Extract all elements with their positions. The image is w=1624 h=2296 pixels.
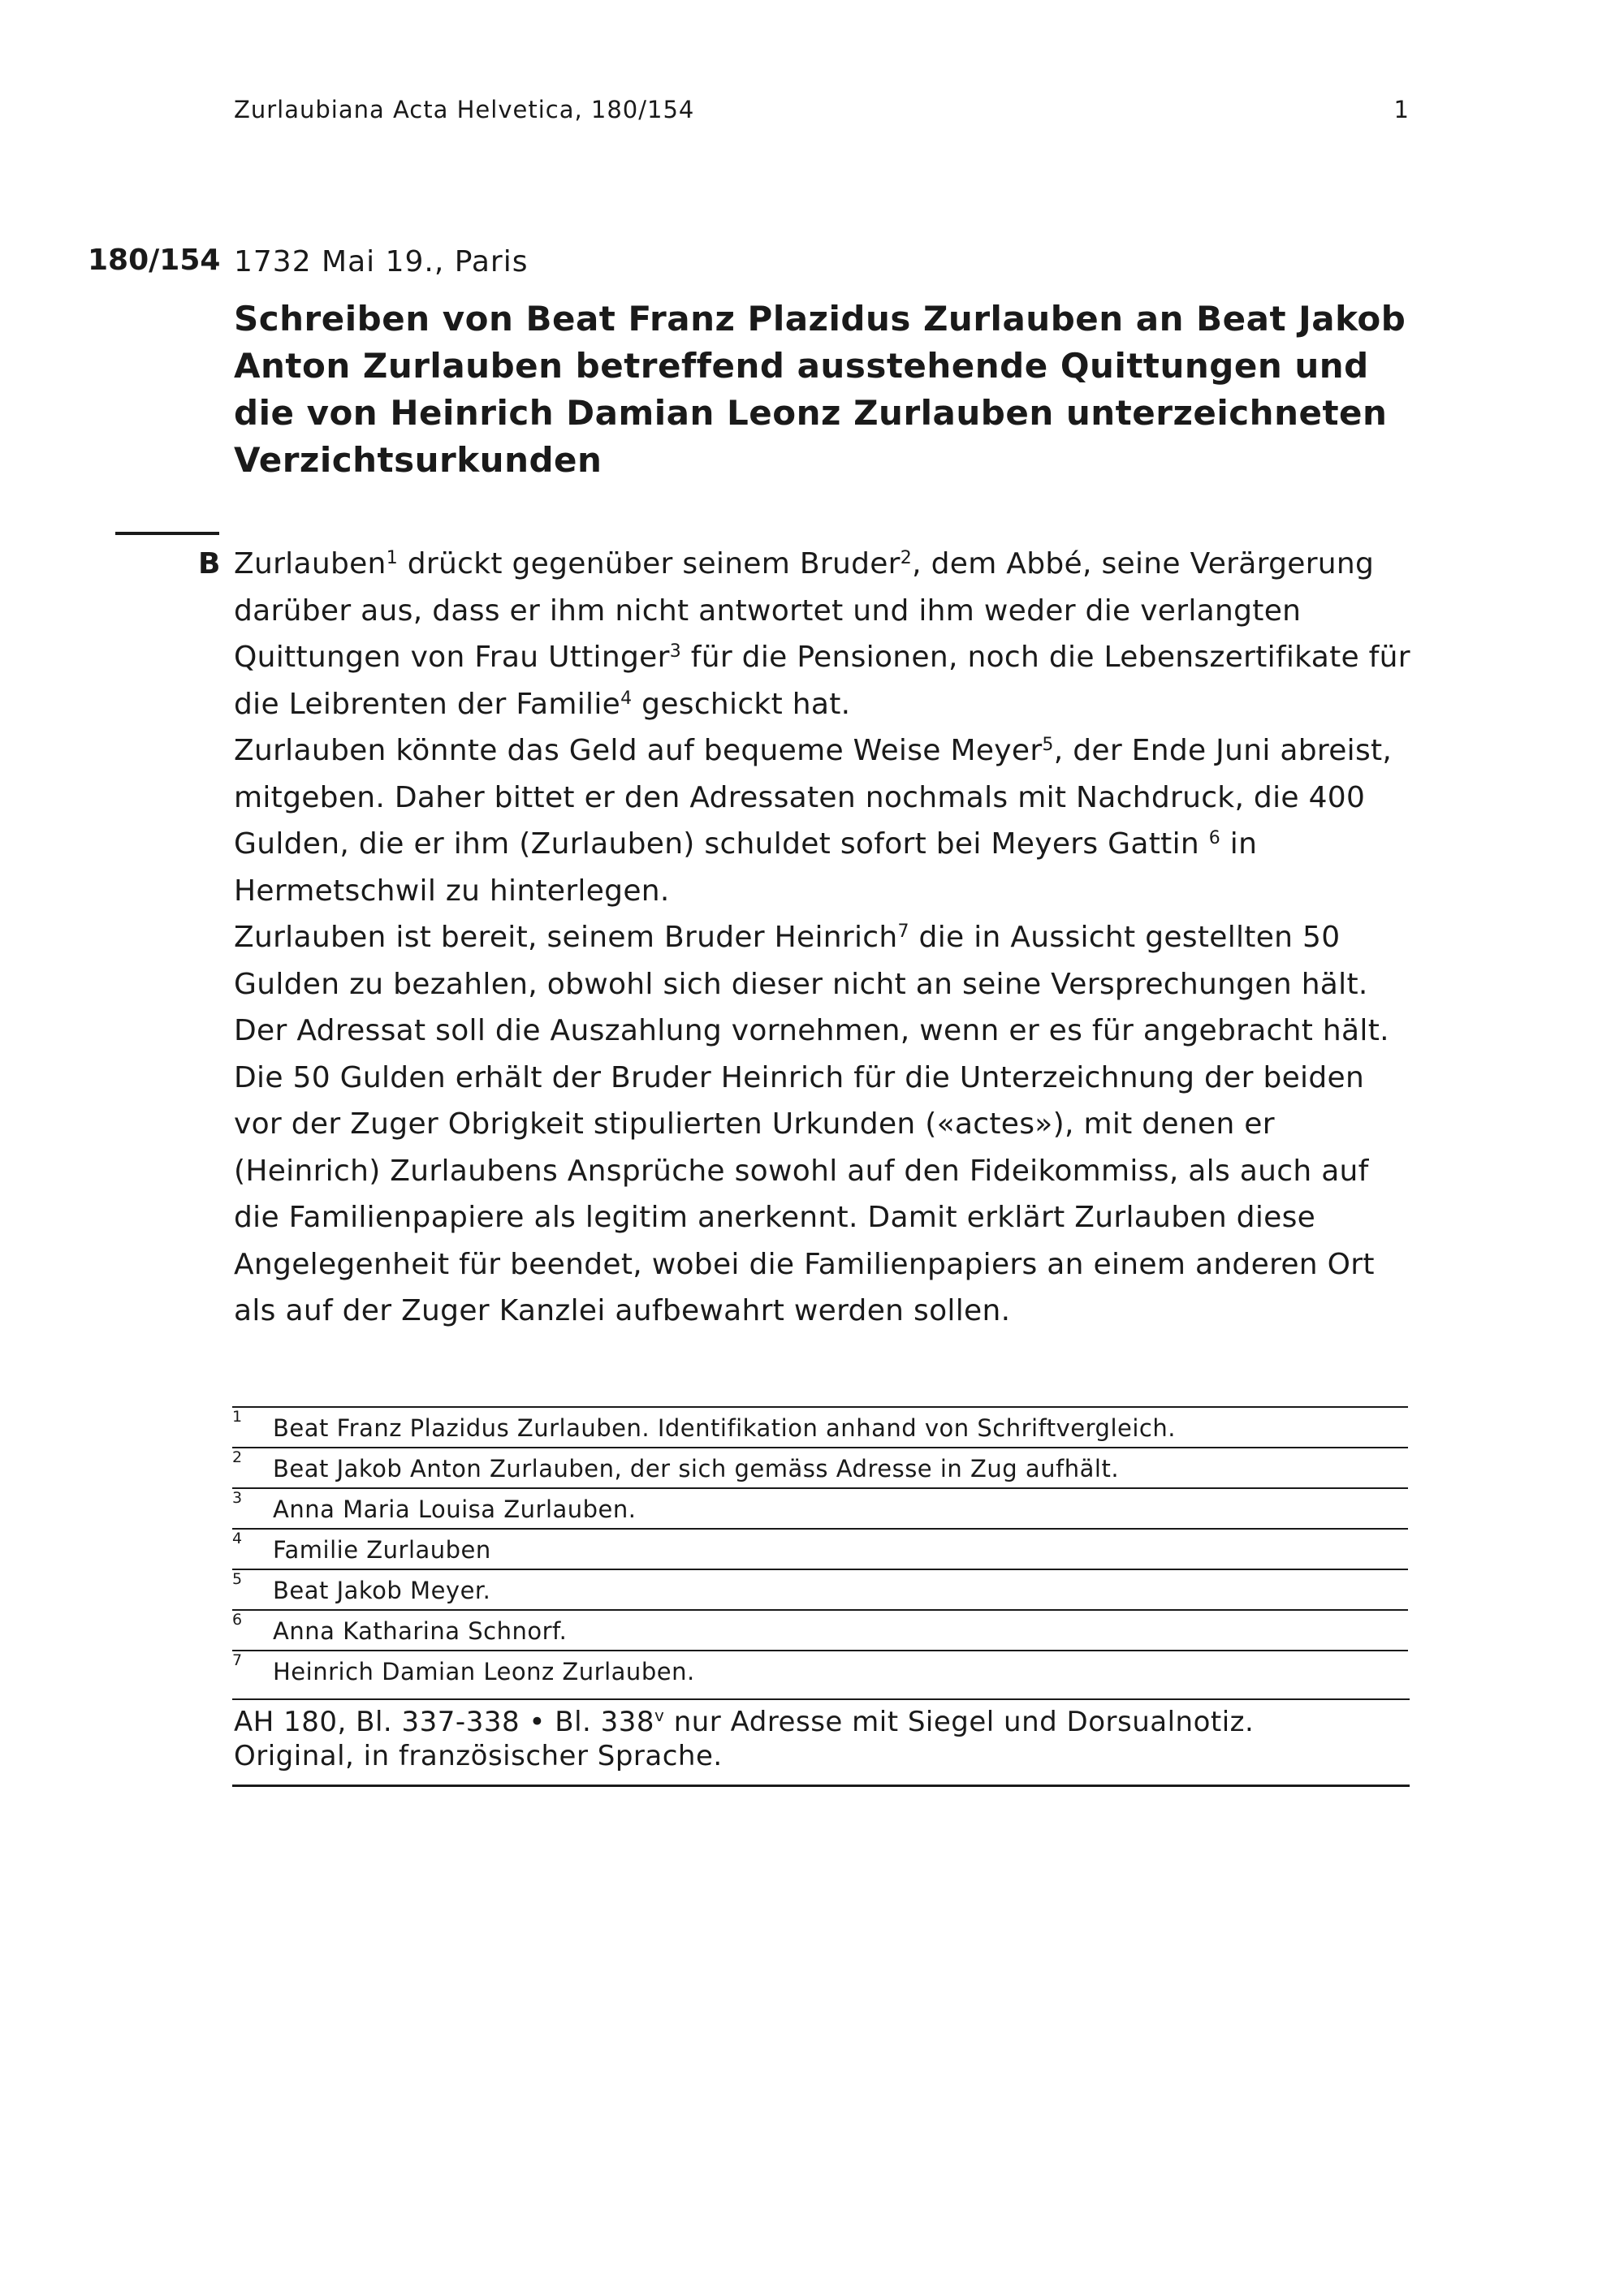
source-line-2: Original, in französischer Sprache. xyxy=(234,1740,723,1772)
footnotes xyxy=(232,1406,1408,1690)
footnote xyxy=(232,1651,1408,1690)
footnote-ref-2: 2 xyxy=(900,548,913,568)
footnote-number: 7 xyxy=(232,1651,243,1669)
margin-letter: B xyxy=(198,547,221,580)
footnote xyxy=(232,1570,1408,1611)
verso-mark: v xyxy=(654,1706,665,1725)
source-note xyxy=(232,1698,1410,1787)
page-number: 1 xyxy=(1393,96,1410,123)
footnote-text: Anna Katharina Schnorf. xyxy=(273,1617,568,1645)
footnote-text: Heinrich Damian Leonz Zurlauben. xyxy=(273,1658,695,1685)
footnote-number: 3 xyxy=(232,1489,243,1507)
date-place: 1732 Mai 19., Paris xyxy=(234,245,529,278)
source-line-1: AH 180, Bl. 337-338 • Bl. 338$^v$ nur Adresse mit Siegel und Dorsualnotiz. xyxy=(234,1706,1255,1738)
summary xyxy=(234,541,1419,1335)
summary-paragraph-3: Zurlauben ist bereit, seinem Bruder Heinrich$^7$ die in Aussicht gestellten 50 Gulden zu bezahlen, obwohl sich dieser nicht an seine Versprechungen hält. Der Adressat soll die Auszahlung vornehmen, wenn er es für angebracht hält. Die 50 Gulden erhält der Bruder Heinrich für die Unterzeichnung der beiden vor der Zuger Obrigkeit stipulierten Urkunden («actes»), mit denen er (Heinrich) Zurlaubens Ansprüche sowohl auf den Fideikommiss, als auch auf die Familienpapiere als legitim anerkennt. Damit erklärt Zurlauben diese Angelegenheit für beendet, wobei die Familienpapiers an einem anderen Ort als auf der Zuger Kanzlei aufbewahrt werden sollen. xyxy=(234,921,1389,1327)
footnote-ref-1: 1 xyxy=(386,548,398,568)
margin-rule xyxy=(115,532,219,535)
footnote-ref-5: 5 xyxy=(1042,735,1054,755)
footnote-ref-3: 3 xyxy=(669,641,681,662)
footnote-number: 6 xyxy=(232,1611,243,1629)
footnote xyxy=(232,1408,1408,1448)
footnote-text: Beat Jakob Anton Zurlauben, der sich gemäss Adresse in Zug aufhält. xyxy=(273,1455,1120,1482)
footnote xyxy=(232,1448,1408,1489)
footnote-text: Anna Maria Louisa Zurlauben. xyxy=(273,1495,637,1523)
summary-paragraph-2: Zurlauben könnte das Geld auf bequeme Weise Meyer$^5$, der Ende Juni abreist, mitgeben. Daher bittet er den Adressaten nochmals mit Nachdruck, die 400 Gulden, die er ihm (Zurlauben) schuldet sofort bei Meyers Gattin $^6$ in Hermetschwil zu hinterlegen. xyxy=(234,734,1393,908)
summary-paragraph-1: Zurlauben$^1$ drückt gegenüber seinem Bruder$^2$, dem Abbé, seine Verärgerung darüber aus, dass er ihm nicht antwortet und ihm weder die verlangten Quittungen von Frau Uttinger$^3$ für die Pensionen, noch die Lebenszertifikate für die Leibrenten der Familie$^4$ geschickt hat. xyxy=(234,547,1410,721)
footnote xyxy=(232,1611,1408,1651)
footnote-text: Beat Franz Plazidus Zurlauben. Identifikation anhand von Schriftvergleich. xyxy=(273,1414,1176,1442)
footnote xyxy=(232,1489,1408,1530)
footnote-ref-7: 7 xyxy=(897,921,909,942)
footnote-number: 5 xyxy=(232,1570,243,1588)
footnote-number: 2 xyxy=(232,1448,243,1466)
document-number: 180/154 xyxy=(88,244,221,277)
document-title: Schreiben von Beat Franz Plazidus Zurlauben an Beat Jakob Anton Zurlauben betreffend ausstehende Quittungen und die von Heinrich Damian Leonz Zurlauben unterzeichneten Verzichtsurkunden xyxy=(234,299,1406,480)
footnote-text: Familie Zurlauben xyxy=(273,1536,491,1564)
running-title: Zurlaubiana Acta Helvetica, 180/154 xyxy=(234,96,695,123)
footnote-text: Beat Jakob Meyer. xyxy=(273,1577,491,1604)
running-head xyxy=(234,96,1410,123)
footnote-ref-6: 6 xyxy=(1208,828,1221,848)
footnote-number: 4 xyxy=(232,1530,243,1547)
footnote xyxy=(232,1530,1408,1570)
footnote-number: 1 xyxy=(232,1408,243,1426)
footnote-ref-4: 4 xyxy=(620,688,633,709)
